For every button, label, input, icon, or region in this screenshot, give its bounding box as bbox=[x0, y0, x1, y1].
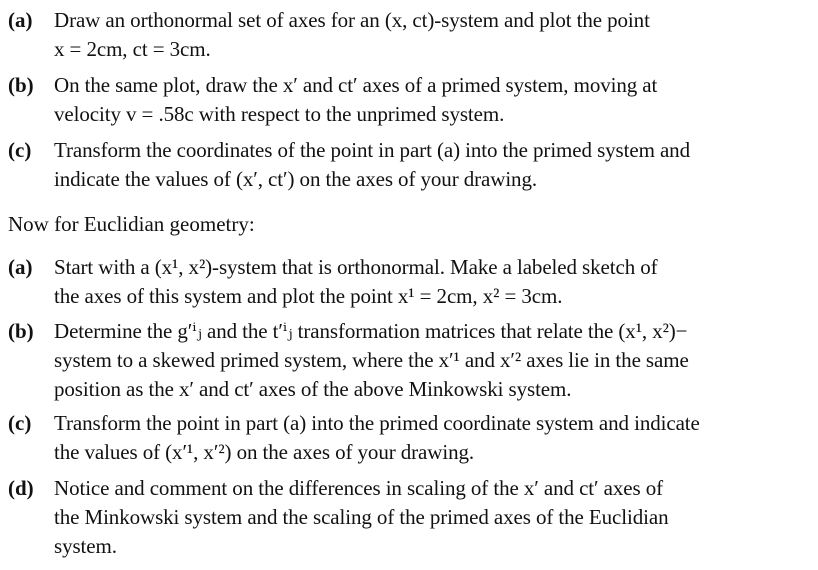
problem-1c bbox=[8, 136, 808, 194]
problem-1a bbox=[8, 6, 808, 64]
item-text: Notice and comment on the differences in scaling of the x′ and ct′ axes of the Minkowski system and the scaling of the primed axes of the Euclidian system. bbox=[54, 476, 669, 558]
problem-2c bbox=[8, 409, 808, 467]
item-label: (a) bbox=[8, 255, 33, 279]
problem-1b bbox=[8, 71, 808, 129]
item-text: Draw an orthonormal set of axes for an (x, ct)-system and plot the point x = 2cm, ct = 3cm. bbox=[54, 8, 650, 61]
item-label: (b) bbox=[8, 73, 34, 97]
problem-2b bbox=[8, 317, 808, 404]
section-heading: Now for Euclidian geometry: bbox=[8, 212, 255, 236]
problem-2d bbox=[8, 474, 808, 561]
item-label: (a) bbox=[8, 8, 33, 32]
item-label: (c) bbox=[8, 411, 32, 435]
item-text: Start with a (x¹, x²)-system that is orthonormal. Make a labeled sketch of the axes of this system and plot the point x¹ = 2cm, x² = 3cm. bbox=[54, 255, 658, 308]
item-text: Determine the g′ⁱⱼ and the t′ⁱⱼ transformation matrices that relate the (x¹, x²)− system to a skewed primed system, where the x′¹ and x′² axes lie in the same position as the x′ and ct′ axes of the above Minkowski system. bbox=[54, 319, 689, 401]
item-label: (c) bbox=[8, 138, 32, 162]
item-text: Transform the coordinates of the point in part (a) into the primed system and indicate the values of (x′, ct′) on the axes of your drawing. bbox=[54, 138, 690, 191]
item-label: (d) bbox=[8, 476, 34, 500]
item-label: (b) bbox=[8, 319, 34, 343]
item-text: Transform the point in part (a) into the primed coordinate system and indicate the values of (x′¹, x′²) on the axes of your drawing. bbox=[54, 411, 700, 464]
problem-2a bbox=[8, 253, 808, 311]
item-text: On the same plot, draw the x′ and ct′ axes of a primed system, moving at velocity v = .58c with respect to the unprimed system. bbox=[54, 73, 658, 126]
